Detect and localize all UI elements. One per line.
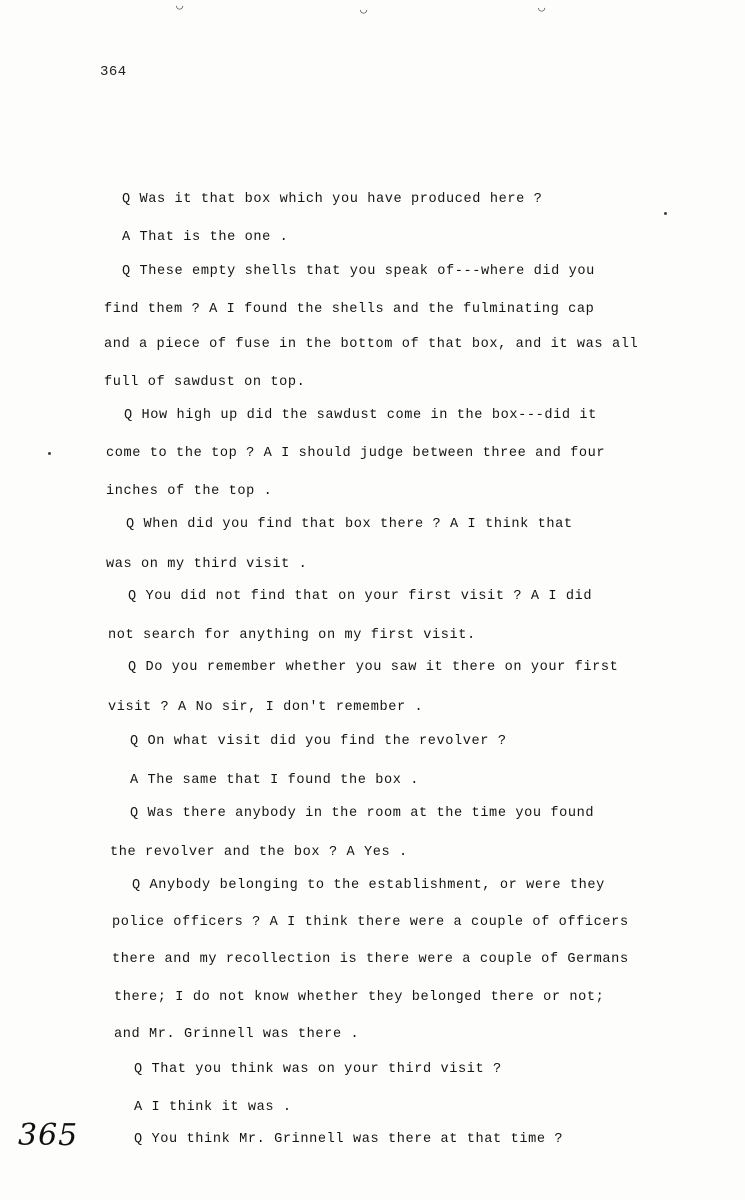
transcript-line: Q You did not find that on your first visit ? A I did (128, 589, 593, 604)
transcript-line: there and my recollection is there were a couple of Germans (112, 952, 629, 967)
transcript-line: Q Do you remember whether you saw it there on your first (128, 660, 619, 675)
scan-dot (664, 212, 667, 215)
transcript-line: and Mr. Grinnell was there . (114, 1027, 360, 1042)
page-number: 364 (100, 64, 127, 80)
transcript-line: Q That you think was on your third visit ? (134, 1062, 502, 1077)
transcript-line: find them ? A I found the shells and the fulminating cap (104, 302, 595, 317)
transcript-line: the revolver and the box ? A Yes . (110, 845, 408, 860)
transcript-line: A I think it was . (134, 1100, 292, 1115)
transcript-line: was on my third visit . (106, 557, 308, 572)
transcript-line: and a piece of fuse in the bottom of that box, and it was all (104, 337, 639, 352)
transcript-line: full of sawdust on top. (104, 375, 306, 390)
scan-mark: ◡ (538, 1, 546, 15)
transcript-line: Q Was there anybody in the room at the time you found (130, 806, 595, 821)
transcript-line: A The same that I found the box . (130, 773, 419, 788)
scan-mark: ◡ (176, 0, 184, 13)
scan-dot (48, 452, 51, 455)
transcript-line: Q These empty shells that you speak of---where did you (122, 264, 595, 279)
scan-mark: ◡ (360, 3, 368, 17)
transcript-line: come to the top ? A I should judge between three and four (106, 446, 606, 461)
transcript-line: A That is the one . (122, 230, 289, 245)
handwritten-page-note: 365 (18, 1118, 79, 1153)
transcript-line: not search for anything on my first visit. (108, 628, 476, 643)
transcript-line: police officers ? A I think there were a couple of officers (112, 915, 629, 930)
transcript-line: Q Anybody belonging to the establishment, or were they (132, 878, 605, 893)
transcript-line: Q You think Mr. Grinnell was there at that time ? (134, 1132, 564, 1147)
transcript-line: Q On what visit did you find the revolver ? (130, 734, 507, 749)
transcript-line: Q How high up did the sawdust come in the box---did it (124, 408, 597, 423)
transcript-line: Q Was it that box which you have produced here ? (122, 192, 543, 207)
transcript-line: visit ? A No sir, I don't remember . (108, 700, 424, 715)
transcript-line: Q When did you find that box there ? A I think that (126, 517, 573, 532)
transcript-line: there; I do not know whether they belonged there or not; (114, 990, 605, 1005)
transcript-line: inches of the top . (106, 484, 273, 499)
